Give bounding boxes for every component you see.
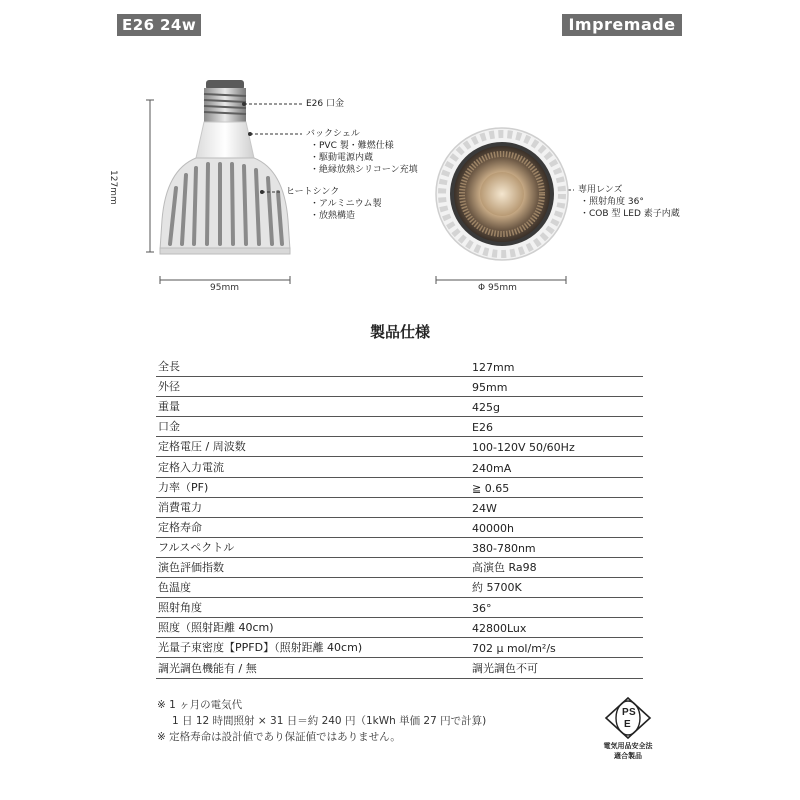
brand-badge: Impremade bbox=[562, 14, 682, 36]
spec-row bbox=[156, 357, 643, 377]
spec-label: 重量 bbox=[158, 400, 180, 414]
specs-title: 製品仕様 bbox=[369, 323, 430, 341]
height-dimension-label: 127mm bbox=[108, 170, 118, 205]
width-dimension-label: 95mm bbox=[210, 283, 239, 293]
spec-row bbox=[156, 478, 643, 498]
heatsink-callout-title: ヒートシンク bbox=[286, 187, 340, 197]
spec-row bbox=[156, 457, 643, 477]
pse-caption-line1: 電気用品安全法 bbox=[603, 742, 653, 750]
lens-item: ・照射角度 36° bbox=[580, 197, 644, 207]
socket-badge: E26 bbox=[117, 14, 160, 36]
back-shell-callout-title: バックシェル bbox=[306, 129, 360, 139]
spec-label: 力率（PF) bbox=[158, 480, 209, 494]
svg-text:S: S bbox=[629, 707, 636, 718]
spec-label: 定格電圧 / 周波数 bbox=[158, 440, 246, 454]
side-callout-lines bbox=[0, 0, 800, 320]
heatsink-item: ・放熱構造 bbox=[310, 211, 356, 221]
spec-value: 425g bbox=[472, 401, 500, 415]
back-shell-item: ・PVC 製・難燃仕様 bbox=[310, 141, 394, 151]
spec-label: 口金 bbox=[158, 420, 180, 434]
spec-value: 240mA bbox=[472, 461, 512, 475]
spec-value: 42800Lux bbox=[472, 622, 527, 636]
footnote-electricity-detail: 1 日 12 時間照射 × 31 日＝約 240 円（1kWh 単価 27 円で計算) bbox=[172, 715, 487, 727]
spec-row bbox=[156, 518, 643, 538]
spec-row bbox=[156, 618, 643, 638]
spec-table bbox=[156, 357, 643, 679]
spec-value: 高演色 Ra98 bbox=[472, 561, 537, 575]
spec-value: 調光調色不可 bbox=[472, 661, 538, 675]
spec-value: 約 5700K bbox=[472, 581, 522, 595]
spec-value: E26 bbox=[472, 421, 493, 435]
spec-row bbox=[156, 498, 643, 518]
spec-row bbox=[156, 397, 643, 417]
spec-label: 演色評価指数 bbox=[158, 561, 224, 575]
spec-value: 24W bbox=[472, 501, 497, 515]
wattage-badge: 24w bbox=[155, 14, 201, 36]
spec-value: 127mm bbox=[472, 361, 515, 375]
spec-label: 光量子束密度【PPFD】（照射距離 40cm) bbox=[158, 641, 363, 655]
spec-label: 照射角度 bbox=[158, 601, 202, 615]
spec-label: 消費電力 bbox=[158, 500, 202, 514]
back-shell-item: ・駆動電源内蔵 bbox=[310, 153, 374, 163]
spec-row bbox=[156, 437, 643, 457]
spec-row bbox=[156, 598, 643, 618]
spec-value: 36° bbox=[472, 602, 492, 616]
back-shell-item: ・絶縁放熱シリコーン充填 bbox=[310, 165, 418, 175]
base-callout-label: E26 口金 bbox=[306, 99, 344, 109]
bulb-front-illustration bbox=[434, 126, 570, 262]
heatsink-item: ・アルミニウム製 bbox=[310, 199, 382, 209]
spec-label: 色温度 bbox=[158, 581, 191, 595]
pse-caption-line2: 適合製品 bbox=[614, 752, 642, 760]
spec-value: ≧ 0.65 bbox=[472, 481, 510, 495]
spec-row bbox=[156, 578, 643, 598]
spec-value: 100-120V 50/60Hz bbox=[472, 441, 575, 455]
pse-mark-icon bbox=[600, 696, 656, 740]
lens-item: ・COB 型 LED 素子内蔵 bbox=[580, 209, 680, 219]
spec-value: 95mm bbox=[472, 381, 508, 395]
spec-label: 定格寿命 bbox=[158, 520, 202, 534]
spec-label: フルスペクトル bbox=[158, 540, 235, 554]
svg-text:P: P bbox=[622, 707, 629, 718]
spec-value: 702 μ mol/m²/s bbox=[472, 642, 556, 656]
footnote-lifetime: ※ 定格寿命は設計値であり保証値ではありません。 bbox=[157, 731, 401, 743]
spec-row bbox=[156, 377, 643, 397]
svg-text:E: E bbox=[624, 719, 631, 730]
spec-label: 調光調色機能有 / 無 bbox=[158, 661, 257, 675]
spec-row bbox=[156, 417, 643, 437]
lens-callout-title: 専用レンズ bbox=[578, 185, 623, 195]
spec-label: 全長 bbox=[158, 360, 180, 374]
footnote-electricity-title: ※ 1 ヶ月の電気代 bbox=[157, 699, 243, 711]
spec-row bbox=[156, 658, 643, 678]
spec-label: 照度（照射距離 40cm) bbox=[158, 621, 274, 635]
spec-label: 外径 bbox=[158, 380, 180, 394]
spec-row bbox=[156, 558, 643, 578]
spec-value: 380-780nm bbox=[472, 541, 536, 555]
diameter-dimension-label: Φ 95mm bbox=[478, 283, 517, 293]
spec-label: 定格入力電流 bbox=[158, 460, 224, 474]
spec-value: 40000h bbox=[472, 521, 514, 535]
spec-row bbox=[156, 538, 643, 558]
spec-row bbox=[156, 638, 643, 658]
